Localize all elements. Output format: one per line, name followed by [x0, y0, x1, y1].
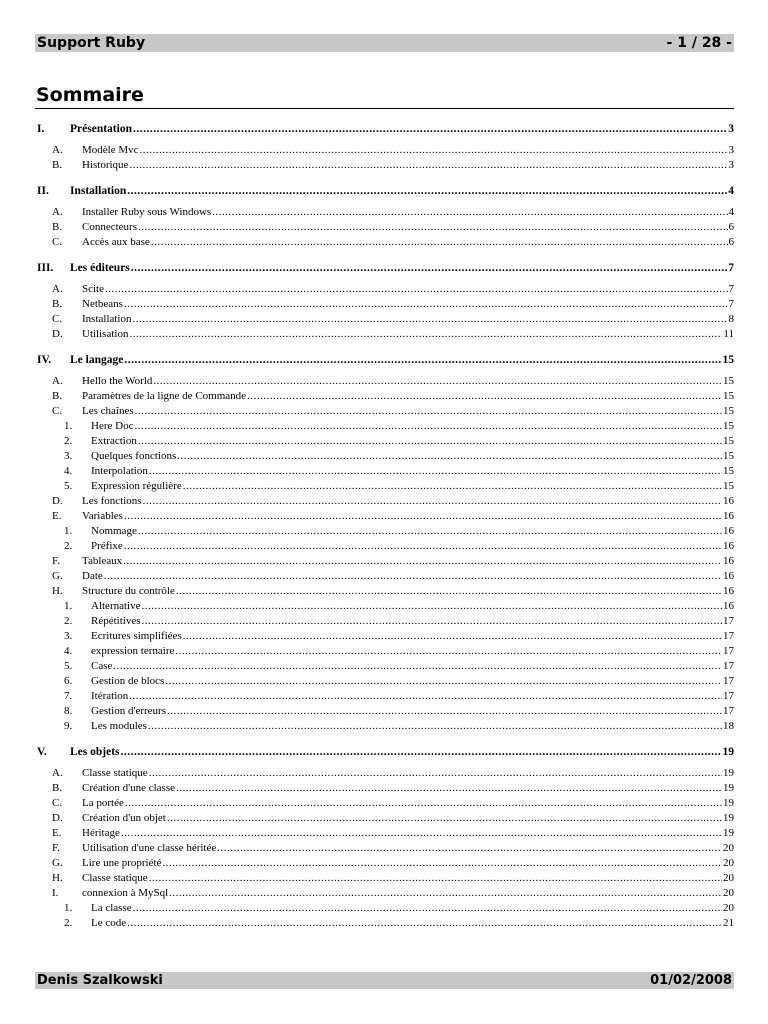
toc-number: D. — [52, 495, 63, 507]
toc-number: A. — [52, 283, 63, 295]
dot-leader — [121, 745, 722, 760]
toc-item[interactable] — [35, 419, 734, 434]
toc-title: Structure du contrôle — [82, 585, 175, 597]
toc-number: 1. — [64, 600, 73, 612]
toc-title: Le langage — [70, 354, 124, 366]
toc-item[interactable] — [35, 704, 734, 719]
dot-leader — [129, 158, 727, 173]
page-header — [35, 34, 734, 52]
toc-page-number: 18 — [723, 720, 734, 732]
dot-leader — [183, 479, 722, 494]
toc-number: A. — [52, 144, 63, 156]
toc-title: Les éditeurs — [70, 262, 130, 274]
dot-leader — [124, 297, 728, 312]
toc-title: Installation — [82, 313, 132, 325]
page-footer — [35, 972, 734, 989]
page-title: Sommaire — [36, 84, 144, 106]
toc-page-number: 16 — [723, 555, 734, 567]
toc-title: Ecritures simplifiées — [91, 630, 182, 642]
toc-number: E. — [52, 510, 62, 522]
toc-number: 4. — [64, 465, 73, 477]
dot-leader — [165, 674, 722, 689]
dot-leader — [121, 826, 722, 841]
toc-page-number: 17 — [723, 690, 734, 702]
toc-number: I. — [37, 123, 45, 135]
toc-title: Date — [82, 570, 103, 582]
toc-page-number: 20 — [723, 887, 734, 899]
toc-title: Case — [91, 660, 113, 672]
title-rule — [35, 108, 734, 109]
toc-item[interactable] — [35, 614, 734, 629]
toc-number: C. — [52, 313, 63, 325]
toc-page-number: 15 — [723, 420, 734, 432]
toc-number: B. — [52, 390, 63, 402]
toc-title: Présentation — [70, 123, 132, 135]
toc-subsection[interactable] — [35, 235, 734, 250]
toc-page-number: 20 — [723, 902, 734, 914]
toc-title: Répétitives — [91, 615, 141, 627]
toc-page-number: 15 — [723, 390, 734, 402]
toc-title: Modèle Mvc — [82, 144, 139, 156]
toc-page-number: 16 — [723, 570, 734, 582]
toc-title: Création d'un objet — [82, 812, 166, 824]
toc-page-number: 19 — [723, 782, 734, 794]
dot-leader — [141, 599, 722, 614]
toc-item[interactable] — [35, 539, 734, 554]
toc-subsection[interactable] — [35, 404, 734, 419]
toc-item[interactable] — [35, 599, 734, 614]
toc-title: Netbeans — [82, 298, 123, 310]
toc-subsection[interactable] — [35, 871, 734, 886]
toc-title: Interpolation — [91, 465, 148, 477]
toc-number: 4. — [64, 645, 73, 657]
toc-section[interactable] — [35, 184, 734, 199]
toc-title: La portée — [82, 797, 124, 809]
toc-page-number: 7 — [728, 283, 734, 295]
toc-number: 1. — [64, 525, 73, 537]
dot-leader — [176, 781, 722, 796]
dot-leader — [133, 122, 727, 137]
toc-page-number: 15 — [723, 435, 734, 447]
dot-leader — [123, 554, 722, 569]
toc-number: G. — [52, 570, 63, 582]
toc-page-number: 3 — [728, 123, 734, 135]
toc-subsection[interactable] — [35, 554, 734, 569]
toc-subsection[interactable] — [35, 781, 734, 796]
dot-leader — [167, 704, 722, 719]
toc-subsection[interactable] — [35, 389, 734, 404]
toc-number: A. — [52, 206, 63, 218]
dot-leader — [127, 916, 722, 931]
toc-item[interactable] — [35, 659, 734, 674]
toc-number: D. — [52, 328, 63, 340]
toc-title: Connecteurs — [82, 221, 137, 233]
toc-number: C. — [52, 797, 63, 809]
toc-page-number: 3 — [728, 159, 734, 171]
toc-page-number: 16 — [723, 525, 734, 537]
toc-subsection[interactable] — [35, 327, 734, 342]
dot-leader — [131, 261, 728, 276]
toc-subsection[interactable] — [35, 826, 734, 841]
toc-page-number: 17 — [723, 675, 734, 687]
toc-title: Historique — [82, 159, 129, 171]
toc-page-number: 20 — [723, 842, 734, 854]
toc-item[interactable] — [35, 689, 734, 704]
toc-number: 2. — [64, 917, 73, 929]
toc-title: La classe — [91, 902, 132, 914]
toc-page-number: 7 — [728, 298, 734, 310]
toc-page-number: 11 — [723, 328, 734, 340]
toc-title: Installation — [70, 185, 127, 197]
dot-leader — [183, 629, 722, 644]
toc-subsection[interactable] — [35, 766, 734, 781]
toc-title: Variables — [82, 510, 123, 522]
toc-title: Extraction — [91, 435, 137, 447]
dot-leader — [135, 404, 722, 419]
toc-title: Utilisation — [82, 328, 129, 340]
toc-page-number: 15 — [722, 354, 734, 366]
toc-page-number: 16 — [723, 540, 734, 552]
dot-leader — [149, 871, 722, 886]
toc-item[interactable] — [35, 524, 734, 539]
toc-page-number: 7 — [728, 262, 734, 274]
toc-section[interactable] — [35, 122, 734, 137]
toc-title: Le code — [91, 917, 127, 929]
toc-number: 3. — [64, 630, 73, 642]
dot-leader — [247, 389, 722, 404]
dot-leader — [134, 419, 722, 434]
toc-title: Hello the World — [82, 375, 153, 387]
toc-page-number: 19 — [723, 812, 734, 824]
toc-number: 1. — [64, 420, 73, 432]
toc-title: Paramètres de la ligne de Commande — [82, 390, 247, 402]
toc-number: C. — [52, 236, 63, 248]
toc-page-number: 4 — [728, 185, 734, 197]
toc-subsection[interactable] — [35, 584, 734, 599]
dot-leader — [167, 811, 722, 826]
document-date: 01/02/2008 — [650, 973, 732, 988]
dot-leader — [124, 353, 721, 368]
toc-page-number: 15 — [723, 480, 734, 492]
toc-title: Tableaux — [82, 555, 123, 567]
toc-page-number: 15 — [723, 405, 734, 417]
toc-title: Les objets — [70, 746, 120, 758]
toc-item[interactable] — [35, 674, 734, 689]
dot-leader — [148, 719, 722, 734]
toc-number: V. — [37, 746, 47, 758]
toc-number: II. — [37, 185, 49, 197]
toc-number: 8. — [64, 705, 73, 717]
toc-page-number: 20 — [723, 872, 734, 884]
toc-number: IV. — [37, 354, 52, 366]
dot-leader — [149, 766, 722, 781]
page-indicator: - 1 / 28 - — [666, 35, 732, 51]
dot-leader — [175, 644, 722, 659]
dot-leader — [142, 614, 723, 629]
toc-title: Scite — [82, 283, 104, 295]
dot-leader — [212, 205, 727, 220]
toc-number: H. — [52, 585, 63, 597]
toc-subsection[interactable] — [35, 494, 734, 509]
dot-leader — [176, 584, 722, 599]
toc-title: Quelques fonctions — [91, 450, 177, 462]
dot-leader — [129, 327, 722, 342]
toc-item[interactable] — [35, 901, 734, 916]
toc-subsection[interactable] — [35, 312, 734, 327]
toc-page-number: 4 — [728, 206, 734, 218]
toc-page-number: 15 — [723, 375, 734, 387]
toc-subsection[interactable] — [35, 811, 734, 826]
toc-subsection[interactable] — [35, 282, 734, 297]
toc-title: Alternative — [91, 600, 141, 612]
toc-page-number: 17 — [723, 615, 734, 627]
toc-title: Héritage — [82, 827, 120, 839]
dot-leader — [113, 659, 722, 674]
toc-page-number: 3 — [728, 144, 734, 156]
toc-number: 1. — [64, 902, 73, 914]
toc-section[interactable] — [35, 353, 734, 368]
dot-leader — [149, 464, 722, 479]
toc-number: A. — [52, 375, 63, 387]
toc-title: Nommage — [91, 525, 137, 537]
toc-number: A. — [52, 767, 63, 779]
dot-leader — [124, 509, 722, 524]
toc-number: 5. — [64, 660, 73, 672]
toc-page-number: 16 — [723, 510, 734, 522]
dot-leader — [140, 143, 728, 158]
toc-number: 5. — [64, 480, 73, 492]
toc-number: B. — [52, 298, 63, 310]
toc-number: C. — [52, 405, 63, 417]
toc-page-number: 17 — [723, 645, 734, 657]
toc-page-number: 19 — [723, 827, 734, 839]
toc-page-number: 6 — [728, 221, 734, 233]
toc-page-number: 17 — [723, 660, 734, 672]
dot-leader — [133, 312, 728, 327]
toc-title: connexion à MySql — [82, 887, 169, 899]
toc-item[interactable] — [35, 464, 734, 479]
toc-number: B. — [52, 159, 63, 171]
dot-leader — [127, 184, 727, 199]
toc-page-number: 21 — [723, 917, 734, 929]
dot-leader — [153, 374, 722, 389]
toc-page-number: 17 — [723, 705, 734, 717]
dot-leader — [177, 449, 722, 464]
toc-number: 9. — [64, 720, 73, 732]
dot-leader — [138, 220, 728, 235]
toc-number: B. — [52, 221, 63, 233]
toc-item[interactable] — [35, 719, 734, 734]
toc-section[interactable] — [35, 261, 734, 276]
toc-subsection[interactable] — [35, 886, 734, 901]
toc-subsection[interactable] — [35, 220, 734, 235]
toc-title: Gestion de blocs — [91, 675, 165, 687]
toc-title: Les chaînes — [82, 405, 134, 417]
toc-item[interactable] — [35, 434, 734, 449]
toc-section[interactable] — [35, 745, 734, 760]
toc-title: Création d'une classe — [82, 782, 176, 794]
dot-leader — [138, 434, 722, 449]
toc-number: 2. — [64, 435, 73, 447]
toc-title: Installer Ruby sous Windows — [82, 206, 212, 218]
toc-page-number: 16 — [723, 600, 734, 612]
toc-subsection[interactable] — [35, 796, 734, 811]
toc-number: F. — [52, 842, 60, 854]
toc-title: Les modules — [91, 720, 147, 732]
dot-leader — [125, 796, 722, 811]
toc-number: III. — [37, 262, 54, 274]
toc-item[interactable] — [35, 916, 734, 931]
toc-title: Here Doc — [91, 420, 134, 432]
dot-leader — [169, 886, 722, 901]
toc-subsection[interactable] — [35, 841, 734, 856]
toc-page-number: 20 — [723, 857, 734, 869]
toc-title: Utilisation d'une classe héritée — [82, 842, 217, 854]
toc-item[interactable] — [35, 629, 734, 644]
toc-title: Préfixe — [91, 540, 123, 552]
toc-subsection[interactable] — [35, 205, 734, 220]
toc-number: 3. — [64, 450, 73, 462]
toc-page-number: 19 — [723, 797, 734, 809]
toc-subsection[interactable] — [35, 856, 734, 871]
dot-leader — [133, 901, 722, 916]
toc-title: Itération — [91, 690, 129, 702]
toc-number: G. — [52, 857, 63, 869]
dot-leader — [105, 282, 728, 297]
toc-title: Les fonctions — [82, 495, 142, 507]
dot-leader — [124, 539, 722, 554]
toc-number: H. — [52, 872, 63, 884]
toc-number: I. — [52, 887, 59, 899]
dot-leader — [104, 569, 722, 584]
toc-page-number: 19 — [723, 767, 734, 779]
toc-title: Lire une propriété — [82, 857, 162, 869]
toc-title: expression ternaire — [91, 645, 175, 657]
toc-page-number: 19 — [722, 746, 734, 758]
dot-leader — [138, 524, 722, 539]
toc-subsection[interactable] — [35, 143, 734, 158]
toc-page-number: 16 — [723, 585, 734, 597]
dot-leader — [143, 494, 722, 509]
toc-number: 2. — [64, 615, 73, 627]
toc-subsection[interactable] — [35, 569, 734, 584]
toc-number: 2. — [64, 540, 73, 552]
dot-leader — [129, 689, 722, 704]
toc-number: D. — [52, 812, 63, 824]
author-name: Denis Szalkowski — [37, 973, 163, 988]
toc-number: E. — [52, 827, 62, 839]
toc-page-number: 15 — [723, 450, 734, 462]
toc-number: B. — [52, 782, 63, 794]
toc-item[interactable] — [35, 644, 734, 659]
toc-number: 6. — [64, 675, 73, 687]
document-title: Support Ruby — [37, 35, 146, 51]
toc-title: Classe statique — [82, 767, 148, 779]
toc-subsection[interactable] — [35, 297, 734, 312]
toc-subsection[interactable] — [35, 374, 734, 389]
toc-title: Gestion d'erreurs — [91, 705, 166, 717]
toc-title: Classe statique — [82, 872, 148, 884]
toc-number: 7. — [64, 690, 73, 702]
toc-page-number: 16 — [723, 495, 734, 507]
toc-subsection[interactable] — [35, 509, 734, 524]
toc-title: Accès aux base — [82, 236, 150, 248]
toc-page-number: 17 — [723, 630, 734, 642]
toc-item[interactable] — [35, 479, 734, 494]
toc-number: F. — [52, 555, 60, 567]
toc-page-number: 15 — [723, 465, 734, 477]
toc-item[interactable] — [35, 449, 734, 464]
toc-title: Expression régulière — [91, 480, 182, 492]
toc-subsection[interactable] — [35, 158, 734, 173]
dot-leader — [217, 841, 722, 856]
toc-page-number: 8 — [728, 313, 734, 325]
toc-page-number: 6 — [728, 236, 734, 248]
dot-leader — [162, 856, 722, 871]
dot-leader — [151, 235, 728, 250]
